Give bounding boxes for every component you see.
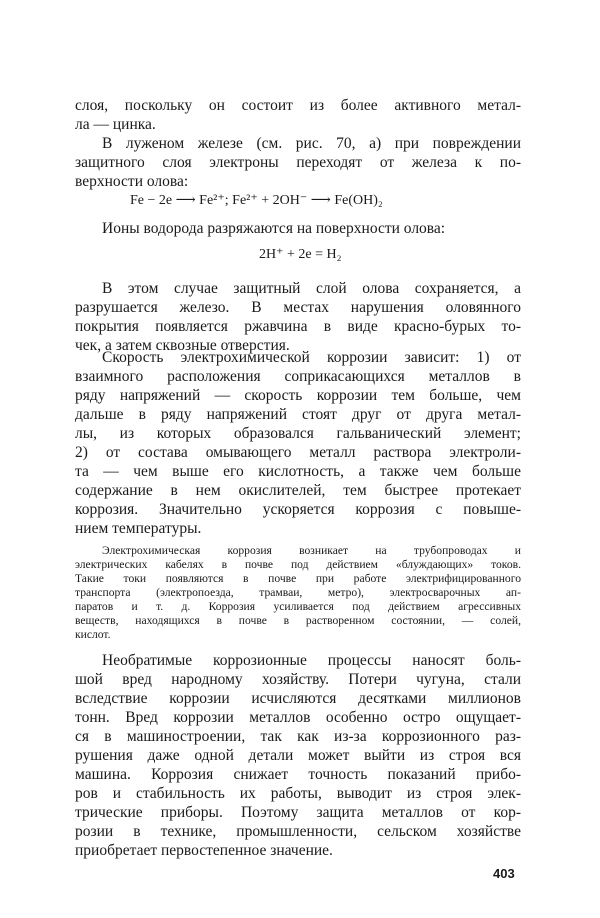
paragraph-5-line-3: ряду напряжений — скорость коррозии тем больше, чем xyxy=(75,387,521,404)
paragraph-6-line-5: ся в машиностроении, так как из-за коррозионного раз- xyxy=(75,728,521,745)
paragraph-6-line-11: приобретает первостепенное значение. xyxy=(75,842,333,859)
paragraph-2-line-2: защитного слоя электроны переходят от железа к по- xyxy=(75,154,521,171)
equation-iron-oxidation: Fe − 2e ⟶ Fe²⁺; Fe²⁺ + 2OH⁻ ⟶ Fe(OH)₂ xyxy=(130,193,383,208)
note-line-5: паратов и т. д. Коррозия усиливается под действием агрессивных xyxy=(75,600,521,613)
paragraph-5-line-1: Скорость электрохимической коррозии зависит: 1) от xyxy=(102,349,521,366)
note-line-6: веществ, находящихся в почве в растворенном состоянии, — солей, xyxy=(75,614,521,627)
paragraph-1-line-2: ла — цинка. xyxy=(75,116,156,133)
paragraph-6-line-10: розии в технике, промышленности, сельском хозяйстве xyxy=(75,823,521,840)
note-line-1: Электрохимическая коррозия возникает на трубопроводах и xyxy=(102,544,521,557)
note-line-7: кислот. xyxy=(75,628,111,641)
paragraph-6-line-3: вследствие коррозии исчисляются десятками миллионов xyxy=(75,690,521,707)
paragraph-2-line-3: верхности олова: xyxy=(75,173,189,190)
paragraph-4-line-3: покрытия появляется ржавчина в виде красно-бурых то- xyxy=(75,318,521,335)
note-line-4: транспорта (электропоезда, трамваи, метро), электросварочных ап- xyxy=(75,586,521,599)
paragraph-6-line-6: рушения даже одной детали может выйти из строя вся xyxy=(75,747,521,764)
paragraph-5-line-2: взаимного расположения соприкасающихся металлов в xyxy=(75,368,521,385)
paragraph-5-line-6: 2) от состава омывающего металл раствора электроли- xyxy=(75,444,521,461)
paragraph-4-line-2: разрушается железо. В местах нарушения оловянного xyxy=(75,299,521,316)
paragraph-3: Ионы водорода разряжаются на поверхности олова: xyxy=(102,220,446,237)
page-number: 403 xyxy=(493,866,515,881)
paragraph-4-line-4: чек, а затем сквозные отверстия. xyxy=(75,337,290,354)
paragraph-6-line-1: Необратимые коррозионные процессы наносят боль- xyxy=(102,652,521,669)
paragraph-6-line-4: тонн. Вред коррозии металлов особенно остро ощущает- xyxy=(75,709,521,726)
paragraph-4-line-1: В этом случае защитный слой олова сохраняется, а xyxy=(102,280,521,297)
paragraph-5-line-4: дальше в ряду напряжений стоят друг от друга метал- xyxy=(75,406,521,423)
paragraph-5-line-7: та — чем выше его кислотность, а также чем больше xyxy=(75,463,521,480)
paragraph-6-line-7: машина. Коррозия снижает точность показаний прибо- xyxy=(75,766,521,783)
paragraph-5-line-8: содержание в нем окислителей, тем быстрее протекает xyxy=(75,482,521,499)
paragraph-6-line-2: шой вред народному хозяйству. Потери чугуна, стали xyxy=(75,671,521,688)
paragraph-1-line-1: слоя, поскольку он состоит из более активного метал- xyxy=(75,97,521,114)
paragraph-5-line-5: лы, из которых образовался гальванический элемент; xyxy=(75,425,521,442)
paragraph-5-line-10: нием температуры. xyxy=(75,520,202,537)
paragraph-2-line-1: В луженом железе (см. рис. 70, а) при повреждении xyxy=(102,135,521,152)
note-line-2: электрических кабелях в почве под действием «блуждающих» токов. xyxy=(75,558,521,571)
note-line-3: Такие токи появляются в почве при работе электрифицированного xyxy=(75,572,521,585)
paragraph-6-line-9: трические приборы. Поэтому защита металлов от кор- xyxy=(75,804,521,821)
equation-hydrogen: 2H⁺ + 2e = H₂ xyxy=(259,247,342,262)
paragraph-6-line-8: ров и стабильность их работы, выводит из строя элек- xyxy=(75,785,521,802)
paragraph-5-line-9: коррозия. Значительно ускоряется коррозия с повыше- xyxy=(75,501,521,518)
